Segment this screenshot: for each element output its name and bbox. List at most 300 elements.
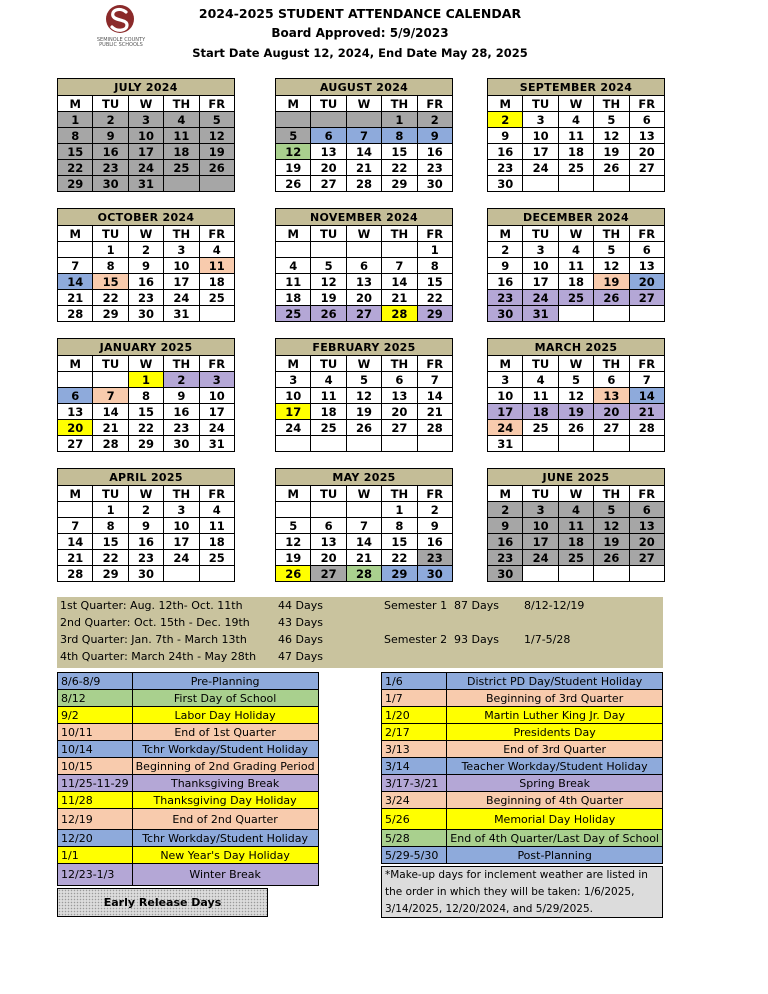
month-calendar <box>275 338 453 452</box>
quarter-label: 2nd Quarter: Oct. 15th - Dec. 19th <box>60 616 250 629</box>
weekday-header: TU <box>523 486 558 502</box>
day-cell: 27 <box>58 436 93 452</box>
day-cell: 12 <box>311 274 346 290</box>
day-cell <box>311 112 346 128</box>
early-release-days: Early Release Days <box>57 888 268 917</box>
day-cell: 16 <box>93 144 128 160</box>
day-cell: 16 <box>417 534 452 550</box>
legend-event: First Day of School <box>132 690 318 707</box>
day-cell: 19 <box>594 144 629 160</box>
weekday-header: FR <box>629 226 664 242</box>
day-cell: 12 <box>594 128 629 144</box>
weekday-header: TH <box>164 486 199 502</box>
day-cell: 18 <box>558 274 593 290</box>
day-cell: 12 <box>594 258 629 274</box>
day-cell: 27 <box>629 160 664 176</box>
day-cell: 10 <box>276 388 311 404</box>
weekday-header: M <box>488 96 523 112</box>
day-cell: 6 <box>629 502 664 518</box>
day-cell <box>523 436 558 452</box>
day-cell: 22 <box>382 160 417 176</box>
logo-text: SEMINOLE COUNTY PUBLIC SCHOOLS <box>96 37 146 48</box>
day-cell: 21 <box>58 290 93 306</box>
month-title: MAY 2025 <box>276 469 453 486</box>
day-cell: 2 <box>488 502 523 518</box>
weekday-header: W <box>128 96 163 112</box>
day-cell: 24 <box>523 290 558 306</box>
month-title: JULY 2024 <box>58 79 235 96</box>
month-title: DECEMBER 2024 <box>488 209 665 226</box>
weekday-header: FR <box>629 356 664 372</box>
legend-date: 11/28 <box>58 792 133 809</box>
legend-event: Tchr Workday/Student Holiday <box>132 741 318 758</box>
day-cell: 17 <box>276 404 311 420</box>
day-cell: 11 <box>558 258 593 274</box>
legend-date: 11/25-11-29 <box>58 775 133 792</box>
legend-row <box>382 724 663 741</box>
day-cell: 18 <box>164 144 199 160</box>
day-cell: 25 <box>558 160 593 176</box>
day-cell: 3 <box>523 242 558 258</box>
legend-date: 1/7 <box>382 690 447 707</box>
day-cell: 7 <box>417 372 452 388</box>
day-cell: 30 <box>128 306 163 322</box>
day-cell: 28 <box>382 306 417 322</box>
day-cell: 4 <box>558 502 593 518</box>
day-cell: 19 <box>558 404 593 420</box>
day-cell: 26 <box>199 160 234 176</box>
month-calendar <box>487 78 665 192</box>
day-cell: 4 <box>558 242 593 258</box>
day-cell: 30 <box>417 566 452 582</box>
day-cell: 28 <box>93 436 128 452</box>
day-cell: 24 <box>199 420 234 436</box>
day-cell: 13 <box>311 144 346 160</box>
quarter-days: 46 Days <box>278 633 323 646</box>
legend-event: Labor Day Holiday <box>132 707 318 724</box>
semester-days: 87 Days <box>454 599 499 612</box>
day-cell <box>164 566 199 582</box>
day-cell: 26 <box>594 290 629 306</box>
day-cell: 13 <box>629 128 664 144</box>
day-cell: 7 <box>346 128 381 144</box>
day-cell: 10 <box>164 258 199 274</box>
day-cell: 13 <box>58 404 93 420</box>
day-cell: 5 <box>199 112 234 128</box>
day-cell: 14 <box>346 144 381 160</box>
day-cell: 14 <box>629 388 664 404</box>
legend-row <box>382 690 663 707</box>
day-cell: 9 <box>93 128 128 144</box>
legend-date: 5/29-5/30 <box>382 847 447 864</box>
day-cell: 1 <box>382 502 417 518</box>
semester-days: 93 Days <box>454 633 499 646</box>
day-cell: 11 <box>164 128 199 144</box>
legend-right <box>381 672 663 864</box>
day-cell: 21 <box>629 404 664 420</box>
day-cell: 17 <box>128 144 163 160</box>
legend-row <box>58 847 319 864</box>
day-cell: 6 <box>382 372 417 388</box>
day-cell: 2 <box>417 112 452 128</box>
day-cell: 24 <box>488 420 523 436</box>
day-cell: 18 <box>199 274 234 290</box>
weekday-header: FR <box>629 96 664 112</box>
day-cell: 3 <box>523 112 558 128</box>
day-cell: 23 <box>128 550 163 566</box>
weekday-header: TH <box>164 96 199 112</box>
day-cell <box>311 436 346 452</box>
day-cell: 8 <box>93 258 128 274</box>
day-cell: 30 <box>488 306 523 322</box>
weekday-header: TU <box>93 226 128 242</box>
weekday-header: TH <box>382 96 417 112</box>
day-cell: 14 <box>58 534 93 550</box>
day-cell: 3 <box>199 372 234 388</box>
day-cell: 17 <box>523 274 558 290</box>
day-cell <box>629 176 664 192</box>
day-cell: 2 <box>488 112 523 128</box>
weekday-header: M <box>488 226 523 242</box>
day-cell: 20 <box>594 404 629 420</box>
legend-event: Beginning of 2nd Grading Period <box>132 758 318 775</box>
legend-date: 12/20 <box>58 830 133 847</box>
day-cell: 3 <box>488 372 523 388</box>
day-cell: 5 <box>594 112 629 128</box>
semester-name: Semester 2 <box>384 633 448 646</box>
day-cell: 2 <box>93 112 128 128</box>
day-cell <box>558 176 593 192</box>
day-cell: 3 <box>164 242 199 258</box>
day-cell: 25 <box>311 420 346 436</box>
day-cell: 27 <box>311 566 346 582</box>
day-cell: 12 <box>346 388 381 404</box>
day-cell <box>199 566 234 582</box>
day-cell <box>311 502 346 518</box>
day-cell: 7 <box>93 388 128 404</box>
day-cell <box>199 176 234 192</box>
legend-row <box>58 707 319 724</box>
day-cell: 5 <box>276 128 311 144</box>
day-cell: 19 <box>199 144 234 160</box>
day-cell: 9 <box>164 388 199 404</box>
day-cell: 29 <box>417 306 452 322</box>
day-cell: 30 <box>128 566 163 582</box>
day-cell: 4 <box>199 502 234 518</box>
board-approved: Board Approved: 5/9/2023 <box>271 26 449 40</box>
weekday-header: M <box>488 356 523 372</box>
day-cell: 10 <box>488 388 523 404</box>
legend-event: Beginning of 4th Quarter <box>447 792 663 809</box>
weekday-header: W <box>128 486 163 502</box>
day-cell: 31 <box>164 306 199 322</box>
weekday-header: TU <box>93 96 128 112</box>
day-cell: 18 <box>558 144 593 160</box>
legend-event: Post-Planning <box>447 847 663 864</box>
day-cell: 31 <box>523 306 558 322</box>
day-cell: 14 <box>417 388 452 404</box>
weekday-header: W <box>346 226 381 242</box>
day-cell: 27 <box>382 420 417 436</box>
weekday-header: TH <box>594 486 629 502</box>
day-cell: 4 <box>199 242 234 258</box>
day-cell <box>594 436 629 452</box>
day-cell: 18 <box>199 534 234 550</box>
weekday-header: M <box>488 486 523 502</box>
day-cell: 4 <box>523 372 558 388</box>
day-cell: 1 <box>93 242 128 258</box>
day-cell: 26 <box>346 420 381 436</box>
day-cell: 24 <box>523 550 558 566</box>
day-cell: 29 <box>382 566 417 582</box>
day-cell <box>382 242 417 258</box>
weekday-header: W <box>128 226 163 242</box>
day-cell: 23 <box>488 160 523 176</box>
day-cell: 29 <box>93 306 128 322</box>
day-cell: 13 <box>594 388 629 404</box>
weekday-header: TH <box>594 356 629 372</box>
legend-date: 8/6-8/9 <box>58 673 133 690</box>
weekday-header: W <box>346 96 381 112</box>
legend-event: Thanksgiving Break <box>132 775 318 792</box>
day-cell <box>594 566 629 582</box>
day-cell <box>58 372 93 388</box>
day-cell <box>417 436 452 452</box>
weekday-header: TU <box>523 96 558 112</box>
day-cell: 22 <box>382 550 417 566</box>
day-cell: 1 <box>417 242 452 258</box>
day-cell: 11 <box>199 518 234 534</box>
day-cell: 1 <box>58 112 93 128</box>
day-cell: 17 <box>523 144 558 160</box>
legend-event: End of 4th Quarter/Last Day of School <box>447 830 663 847</box>
day-cell: 16 <box>488 534 523 550</box>
day-cell: 7 <box>346 518 381 534</box>
weekday-header: TH <box>382 226 417 242</box>
day-cell: 9 <box>128 258 163 274</box>
day-cell: 19 <box>594 534 629 550</box>
day-cell: 31 <box>128 176 163 192</box>
day-cell: 27 <box>594 420 629 436</box>
month-calendar <box>487 338 665 452</box>
legend-date: 1/20 <box>382 707 447 724</box>
day-cell: 18 <box>558 534 593 550</box>
legend-event: New Year's Day Holiday <box>132 847 318 864</box>
day-cell: 18 <box>276 290 311 306</box>
day-cell: 11 <box>276 274 311 290</box>
day-cell: 12 <box>276 534 311 550</box>
month-title: FEBRUARY 2025 <box>276 339 453 356</box>
day-cell: 14 <box>346 534 381 550</box>
legend-date: 10/15 <box>58 758 133 775</box>
day-cell: 15 <box>382 534 417 550</box>
day-cell: 28 <box>58 306 93 322</box>
day-cell <box>558 436 593 452</box>
day-cell: 6 <box>594 372 629 388</box>
day-cell: 11 <box>558 128 593 144</box>
weekday-header: TU <box>93 486 128 502</box>
day-cell: 6 <box>58 388 93 404</box>
day-cell: 31 <box>488 436 523 452</box>
day-cell <box>558 306 593 322</box>
month-calendar <box>57 468 235 582</box>
day-cell: 21 <box>346 160 381 176</box>
day-cell: 19 <box>276 160 311 176</box>
month-title: SEPTEMBER 2024 <box>488 79 665 96</box>
legend-event: Martin Luther King Jr. Day <box>447 707 663 724</box>
day-cell: 19 <box>594 274 629 290</box>
weekday-header: M <box>276 226 311 242</box>
day-cell: 6 <box>629 242 664 258</box>
day-cell: 17 <box>164 534 199 550</box>
day-cell: 8 <box>417 258 452 274</box>
day-cell: 20 <box>629 274 664 290</box>
weekday-header: TU <box>93 356 128 372</box>
day-cell: 13 <box>629 258 664 274</box>
day-cell: 7 <box>58 518 93 534</box>
month-calendar <box>487 208 665 322</box>
legend-event: Presidents Day <box>447 724 663 741</box>
day-cell <box>276 242 311 258</box>
day-cell: 6 <box>311 518 346 534</box>
day-cell: 9 <box>488 258 523 274</box>
day-cell: 26 <box>311 306 346 322</box>
weekday-header: FR <box>199 486 234 502</box>
legend-row <box>58 724 319 741</box>
weekday-header: TH <box>594 96 629 112</box>
legend-event: End of 3rd Quarter <box>447 741 663 758</box>
day-cell: 9 <box>417 128 452 144</box>
day-cell: 7 <box>629 372 664 388</box>
legend-event: End of 1st Quarter <box>132 724 318 741</box>
weekday-header: TH <box>164 226 199 242</box>
weekday-header: TU <box>311 96 346 112</box>
legend-date: 3/13 <box>382 741 447 758</box>
weekday-header: TH <box>382 356 417 372</box>
legend-date: 10/11 <box>58 724 133 741</box>
weekday-header: FR <box>629 486 664 502</box>
legend-event: Tchr Workday/Student Holiday <box>132 830 318 847</box>
day-cell: 1 <box>93 502 128 518</box>
semester-range: 1/7-5/28 <box>524 633 571 646</box>
day-cell: 5 <box>346 372 381 388</box>
legend-row <box>382 775 663 792</box>
day-cell: 29 <box>382 176 417 192</box>
day-cell: 16 <box>128 274 163 290</box>
legend-date: 10/14 <box>58 741 133 758</box>
quarter-label: 4th Quarter: March 24th - May 28th <box>60 650 257 663</box>
legend-row <box>382 792 663 809</box>
legend-date: 3/14 <box>382 758 447 775</box>
day-cell: 14 <box>58 274 93 290</box>
month-title: JUNE 2025 <box>488 469 665 486</box>
day-cell: 19 <box>346 404 381 420</box>
day-cell: 25 <box>276 306 311 322</box>
start-end-dates: Start Date August 12, 2024, End Date May 28, 2025 <box>192 46 528 60</box>
weekday-header: W <box>346 486 381 502</box>
quarter-label: 1st Quarter: Aug. 12th- Oct. 11th <box>60 599 243 612</box>
day-cell: 13 <box>311 534 346 550</box>
day-cell: 21 <box>346 550 381 566</box>
weekday-header: M <box>58 96 93 112</box>
legend-event: Beginning of 3rd Quarter <box>447 690 663 707</box>
day-cell <box>93 372 128 388</box>
weekday-header: FR <box>199 226 234 242</box>
day-cell: 12 <box>199 128 234 144</box>
day-cell <box>311 242 346 258</box>
legend-row <box>382 758 663 775</box>
day-cell <box>58 502 93 518</box>
legend-date: 1/6 <box>382 673 447 690</box>
day-cell: 25 <box>558 550 593 566</box>
day-cell: 16 <box>488 144 523 160</box>
day-cell: 22 <box>58 160 93 176</box>
day-cell: 18 <box>523 404 558 420</box>
day-cell: 23 <box>417 160 452 176</box>
day-cell: 15 <box>128 404 163 420</box>
day-cell: 2 <box>488 242 523 258</box>
day-cell <box>276 436 311 452</box>
weekday-header: M <box>276 356 311 372</box>
day-cell: 2 <box>128 242 163 258</box>
day-cell: 10 <box>128 128 163 144</box>
day-cell: 7 <box>382 258 417 274</box>
day-cell: 3 <box>523 502 558 518</box>
day-cell: 9 <box>417 518 452 534</box>
day-cell: 20 <box>58 420 93 436</box>
legend-date: 2/17 <box>382 724 447 741</box>
legend-event: Pre-Planning <box>132 673 318 690</box>
day-cell: 15 <box>93 534 128 550</box>
day-cell: 4 <box>311 372 346 388</box>
day-cell: 10 <box>523 518 558 534</box>
day-cell: 9 <box>488 128 523 144</box>
legend-event: Spring Break <box>447 775 663 792</box>
day-cell: 16 <box>128 534 163 550</box>
quarters-summary <box>57 597 663 668</box>
day-cell: 26 <box>594 160 629 176</box>
day-cell: 29 <box>58 176 93 192</box>
day-cell: 14 <box>382 274 417 290</box>
legend-row <box>58 673 319 690</box>
weekday-header: W <box>558 226 593 242</box>
day-cell: 28 <box>58 566 93 582</box>
day-cell: 8 <box>382 518 417 534</box>
day-cell: 30 <box>488 566 523 582</box>
legend-date: 5/26 <box>382 809 447 830</box>
day-cell: 23 <box>93 160 128 176</box>
weekday-header: M <box>58 486 93 502</box>
day-cell: 12 <box>558 388 593 404</box>
day-cell: 24 <box>128 160 163 176</box>
weekday-header: TH <box>594 226 629 242</box>
day-cell: 3 <box>276 372 311 388</box>
day-cell: 4 <box>558 112 593 128</box>
legend-date: 12/23-1/3 <box>58 864 133 886</box>
day-cell <box>594 306 629 322</box>
legend-date: 1/1 <box>58 847 133 864</box>
day-cell: 16 <box>488 274 523 290</box>
day-cell: 8 <box>93 518 128 534</box>
weekday-header: TU <box>311 486 346 502</box>
day-cell: 20 <box>629 534 664 550</box>
legend-event: Winter Break <box>132 864 318 886</box>
day-cell: 28 <box>346 176 381 192</box>
quarter-label: 3rd Quarter: Jan. 7th - March 13th <box>60 633 247 646</box>
day-cell: 11 <box>199 258 234 274</box>
month-title: NOVEMBER 2024 <box>276 209 453 226</box>
weekday-header: FR <box>417 356 452 372</box>
